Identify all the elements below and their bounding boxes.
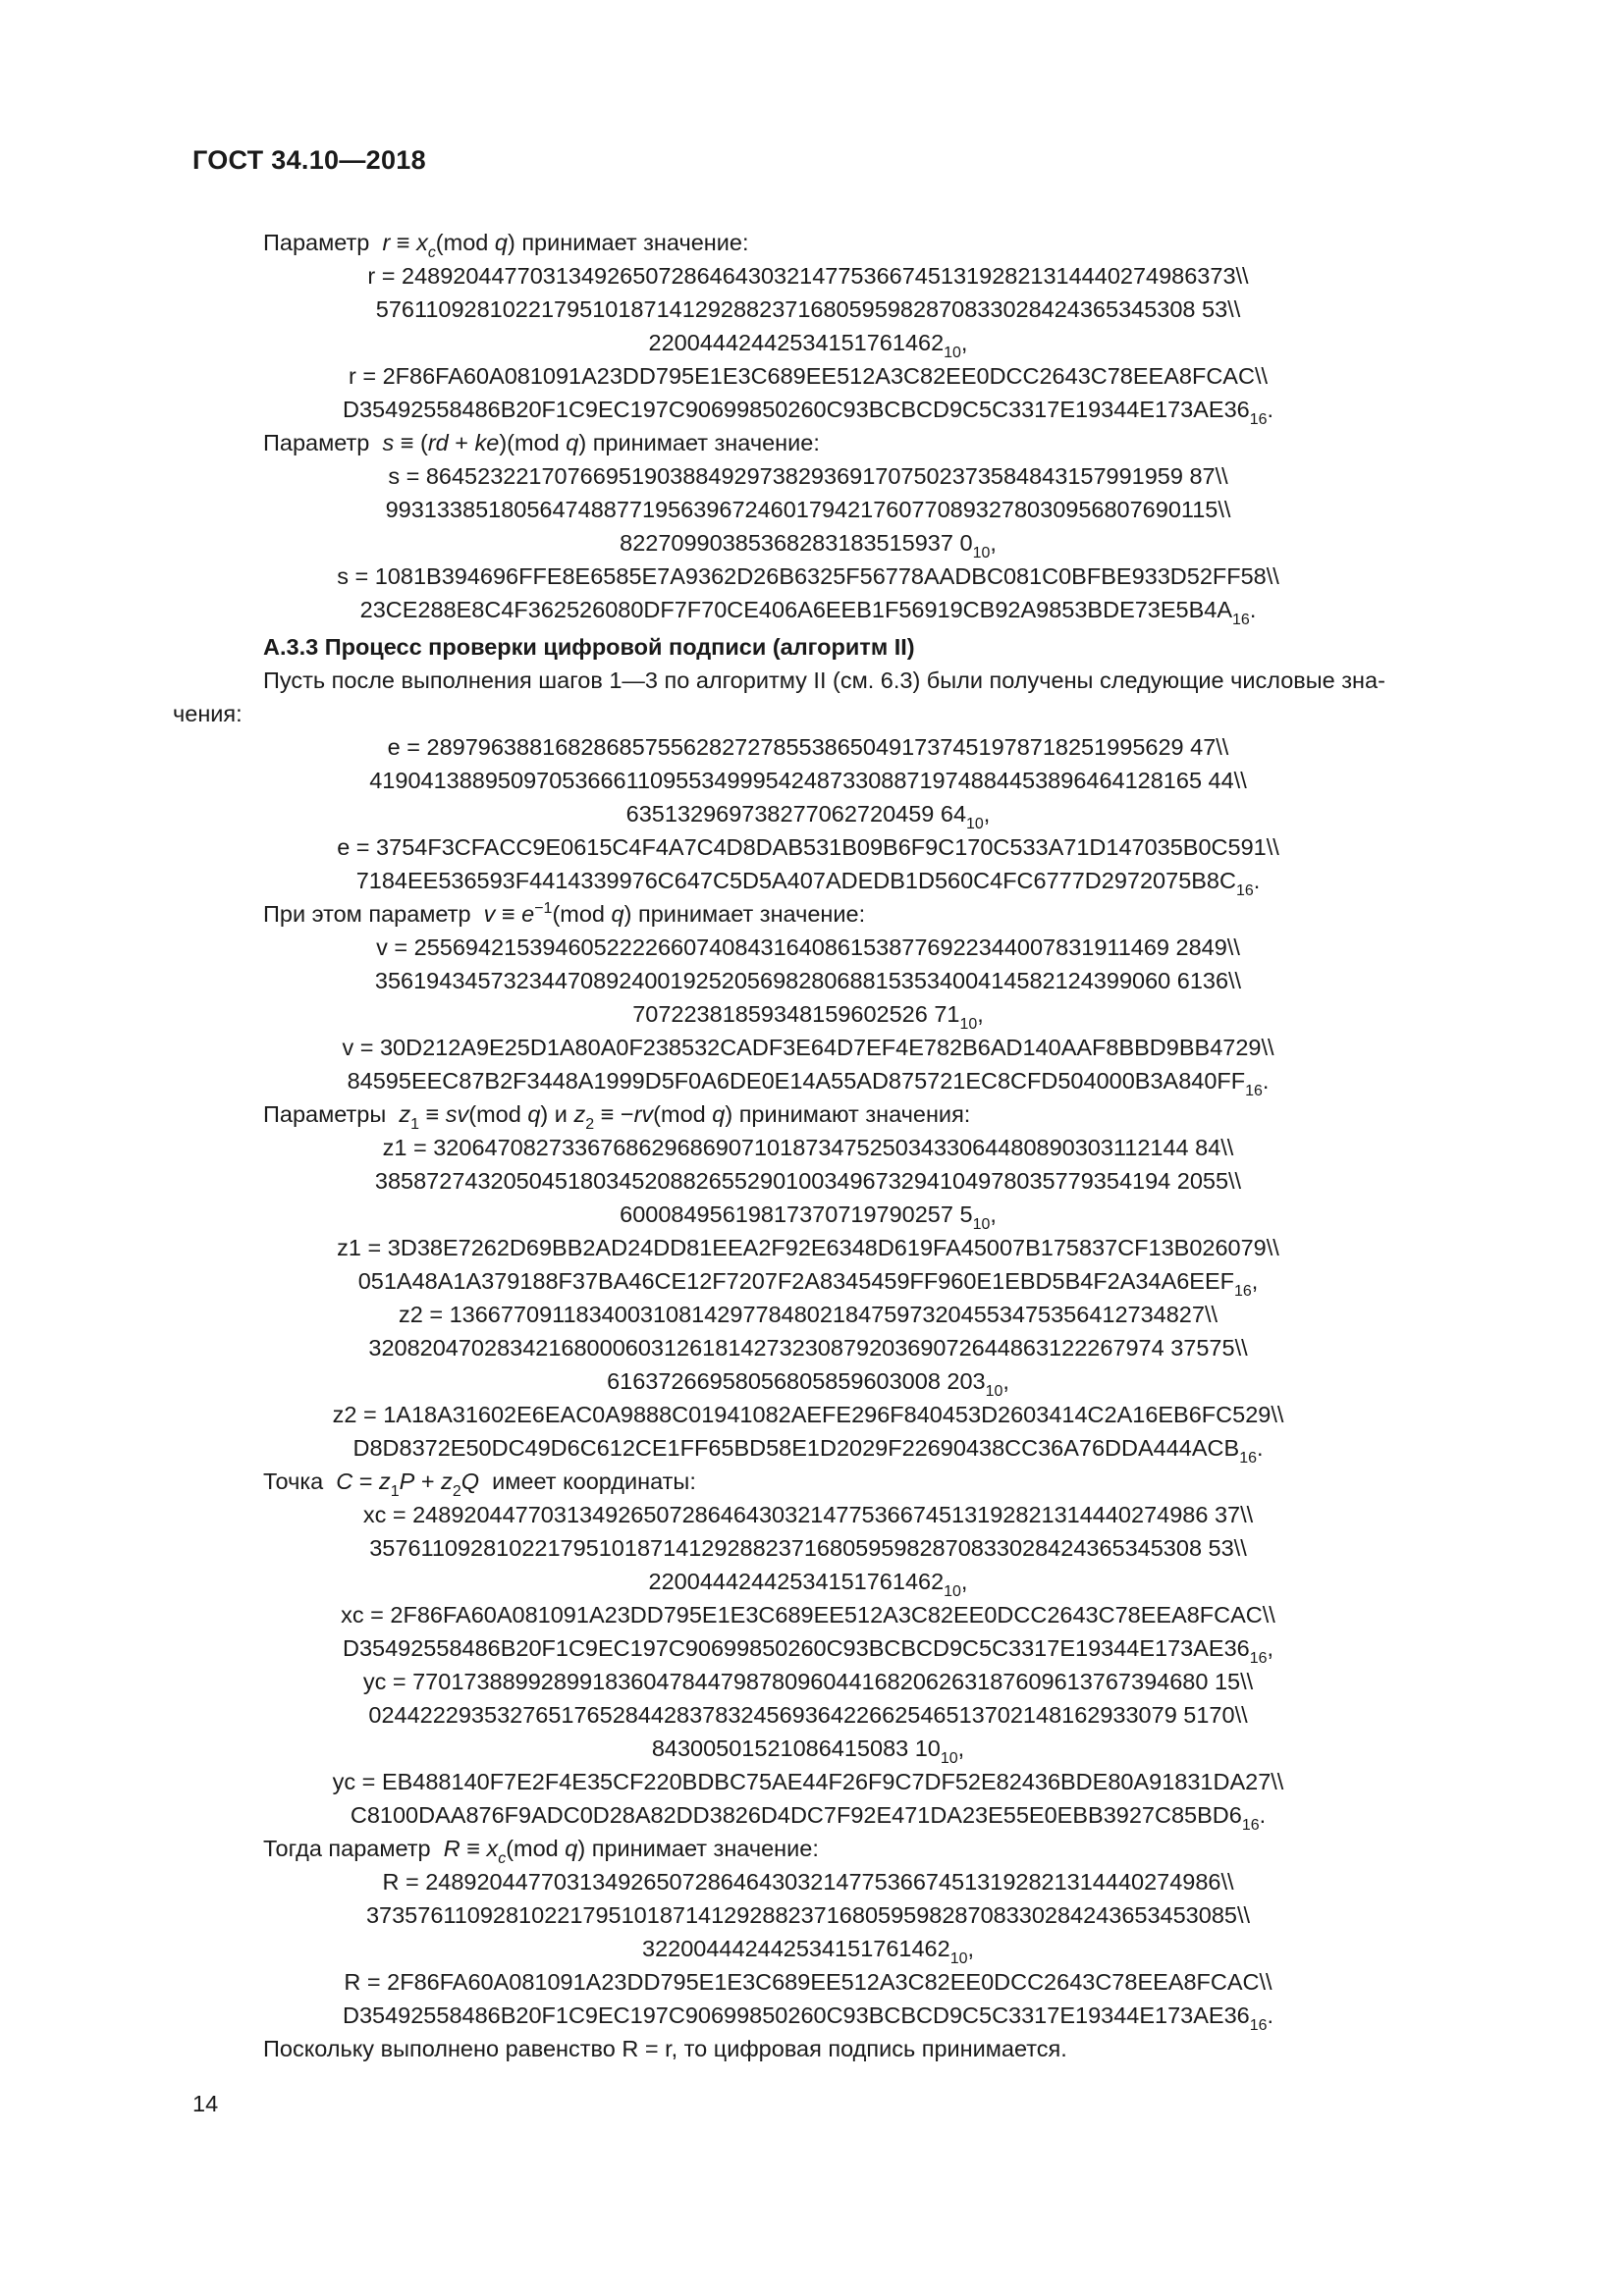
- z2-dec-2: 32082047028342168000603126181427323087920369072644863122267974 37575\\: [368, 1335, 1248, 1361]
- z1-hex-2: $051A48A1A379188F37BA46CE12F7207F2A8345459FF960E1EBD5B4F2A34A6EEF_{16}$,: [357, 1268, 1259, 1301]
- R-intro-label: Тогда параметр: [263, 1836, 431, 1861]
- z2-hex-2: $D8D8372E50DC49D6C612CE1FF65BD58E1D2029F22690438CC36A76DDA444ACB_{16}$.: [352, 1435, 1264, 1468]
- z2-formula: $z_2 \equiv -rv(mod$ q): [573, 1101, 733, 1134]
- z2-hex-2-text: D8D8372E50DC49D6C612CE1FF65BD58E1D2029F22690438CC36A76DDA444ACB: [352, 1435, 1240, 1461]
- R-hex-2: $D35492558486B20F1C9EC197C90699850260C93BCBCD9C5C3317E19344E173AE36_{16}$.: [342, 2002, 1274, 2035]
- z1-dec-1: z1 = 32064708273367686296869071018734752503433064480890303112144 84\\: [382, 1135, 1234, 1160]
- z1-dec-3: 60008495619817370719790257 $5_{10}$,: [620, 1201, 997, 1234]
- e-hex-2: $7184EE536593F4414339976C647C5D5A407ADEDB1D560C4FC6777D2972075B8C_{16}$.: [355, 868, 1261, 900]
- section-para-1: Пусть после выполнения шагов 1—3 по алгоритму II (см. 6.3) были получены следующие числовые зна-: [263, 667, 1385, 693]
- xc-hex-2-text: D35492558486B20F1C9EC197C90699850260C93BCBCD9C5C3317E19344E173AE36: [342, 1635, 1250, 1661]
- z-intro-label: Параметры: [263, 1101, 387, 1127]
- r-dec-2: 5761109281022179510187141292882371680595982870833028424365345308 53\\: [375, 296, 1241, 322]
- v-intro-tail: принимает значение:: [637, 901, 866, 927]
- v-formula: $v \equiv e^{-1}(mod$ q): [483, 900, 632, 927]
- yc-dec-1: yc = 77017388992899183604784479878096044168206263187609613767394680 15\\: [362, 1669, 1254, 1694]
- z1-hex-1: z1 = 3D38E7262D69BB2AD24DD81EEA2F92E6348D619FA45007B175837CF13B026079\\: [337, 1235, 1279, 1260]
- xc-hex-1: xc = 2F86FA60A081091A23DD795E1E3C689EE512A3C82EE0DCC2643C78EEA8FCAC\\: [341, 1602, 1275, 1628]
- R-intro: [263, 1832, 1500, 1868]
- v-dec-1: v = 25569421539460522226607408431640861538776922344007831911469 2849\\: [376, 934, 1240, 960]
- yc-hex-1: yc = EB488140F7E2F4E35CF220BDBC75AE44F26F9C7DF52E82436BDE80A91831DA27\\: [332, 1769, 1284, 1794]
- v-hex-1: v = 30D212A9E25D1A80A0F238532CADF3E64D7EF4E782B6AD140AAF8BBD9BB4729\\: [342, 1035, 1274, 1060]
- v-intro-label: При этом параметр: [263, 901, 471, 927]
- z1-hex-2-text: 051A48A1A379188F37BA46CE12F7207F2A8345459FF960E1EBD5B4F2A34A6EEF: [357, 1268, 1235, 1294]
- v-hex-2-text: 84595EEC87B2F3448A1999D5F0A6DE0E14A55AD875721EC8CFD504000B3A840FF: [347, 1068, 1246, 1094]
- r-formula: $r \equiv x_c(mod$ q): [382, 230, 515, 262]
- xc-dec-2: 35761109281022179510187141292882371680595982870833028424365345308 53\\: [369, 1535, 1247, 1561]
- xc-dec-1: xc = 24892044770313492650728646430321477536674513192821314440274986 37\\: [362, 1502, 1254, 1527]
- section-para-2: чения:: [173, 701, 243, 726]
- s-dec-1: s = 86452322170766951903884929738293691707502373584843157991959 87\\: [388, 463, 1228, 489]
- c-intro: [263, 1465, 1500, 1501]
- r-dec-3-text: 22004442442534151761462: [648, 330, 945, 355]
- r-intro-tail: принимает значение:: [521, 230, 749, 255]
- z2-dec-3-text: 61637266958056805859603008 203: [607, 1368, 986, 1394]
- R-dec-1: R = 24892044770313492650728646430321477536674513192821314440274986\\: [382, 1869, 1234, 1895]
- s-dec-3: 82270990385368283183515937 $0_{10}$,: [620, 530, 997, 562]
- yc-dec-3-text: 84300501521086415083 10: [651, 1735, 941, 1761]
- page-content: [173, 226, 1500, 2065]
- s-dec-3-text: 82270990385368283183515937 0: [620, 530, 973, 556]
- s-hex-2-text: 23CE288E8C4F362526080DF7F70CE406A6EEB1F56919CB92A9853BDE73E5B4A: [359, 597, 1233, 622]
- r-intro-label: Параметр: [263, 230, 370, 255]
- yc-hex-2-text: C8100DAA876F9ADC0D28A82DD3826D4DC7F92E471DA23E55E0EBB3927C85BD6: [350, 1802, 1242, 1828]
- e-dec-2: 41904138895097053666110955349995424873308871974884453896464128165 44\\: [369, 768, 1247, 793]
- z-intro-tail: принимают значения:: [738, 1101, 971, 1127]
- z-intro-and: и: [554, 1101, 568, 1127]
- R-dec-2: 37357611092810221795101871412928823716805959828708330284243653453085\\: [365, 1902, 1251, 1928]
- s-intro-label: Параметр: [263, 430, 370, 455]
- document-header: ГОСТ 34.10—2018: [192, 145, 426, 175]
- R-dec-3-text: 322004442442534151761462: [642, 1936, 950, 1961]
- e-dec-3: 635132969738277062720459 $64_{10}$,: [625, 801, 991, 833]
- z1-dec-2: 38587274320504518034520882655290100349673294104978035779354194 2055\\: [374, 1168, 1242, 1194]
- z2-dec-3: 61637266958056805859603008 $203_{10}$,: [607, 1368, 1009, 1401]
- v-hex-2: $84595EEC87B2F3448A1999D5F0A6DE0E14A55AD875721EC8CFD504000B3A840FF_{16}$.: [347, 1068, 1270, 1100]
- c-formula: $C = z_1P + z_2Q$: [336, 1468, 480, 1501]
- R-hex-1: R = 2F86FA60A081091A23DD795E1E3C689EE512A3C82EE0DCC2643C78EEA8FCAC\\: [344, 1969, 1272, 1995]
- s-intro-tail: принимает значение:: [592, 430, 820, 455]
- s-dec-2: 99313385180564748877195639672460179421760770893278030956807690115\\: [385, 497, 1231, 522]
- r-hex-2: $D35492558486B20F1C9EC197C90699850260C93BCBCD9C5C3317E19344E173AE36_{16}$.: [342, 397, 1274, 429]
- yc-dec-3: 84300501521086415083 $10_{10}$,: [651, 1735, 965, 1768]
- r-intro: [263, 226, 1500, 262]
- final-statement: Поскольку выполнено равенство R = r, то цифровая подпись принимается.: [263, 2036, 1067, 2061]
- xc-dec-3-text: 22004442442534151761462: [648, 1569, 945, 1594]
- z2-hex-1: z2 = 1A18A31602E6EAC0A9888C01941082AEFE296F840453D2603414C2A16EB6FC529\\: [332, 1402, 1284, 1427]
- v-dec-2: 35619434573234470892400192520569828068815353400414582124399060 6136\\: [374, 968, 1242, 993]
- e-dec-3-text: 635132969738277062720459 64: [625, 801, 967, 827]
- c-intro-label: Точка: [263, 1468, 324, 1494]
- s-formula: s ≡ (rd + ke)(mod q): [382, 430, 587, 455]
- r-dec-3: $22004442442534151761462_{10}$,: [648, 330, 968, 362]
- R-intro-tail: принимает значение:: [591, 1836, 819, 1861]
- e-hex-2-text: 7184EE536593F4414339976C647C5D5A407ADEDB1D560C4FC6777D2972075B8C: [355, 868, 1236, 893]
- v-intro: [263, 897, 1500, 931]
- v-dec-3: 70722381859348159602526 $71_{10}$,: [632, 1001, 984, 1034]
- page-number: 14: [192, 2091, 219, 2116]
- R-dec-3: $322004442442534151761462_{10}$,: [642, 1936, 974, 1968]
- s-hex-1: s = 1081B394696FFE8E6585E7A9362D26B6325F56778AADBC081C0BFBE933D52FF58\\: [337, 563, 1279, 589]
- yc-hex-2: $C8100DAA876F9ADC0D28A82DD3826D4DC7F92E471DA23E55E0EBB3927C85BD6_{16}$.: [350, 1802, 1267, 1835]
- z1-dec-3-text: 60008495619817370719790257 5: [620, 1201, 973, 1227]
- r-dec-1: r = 24892044770313492650728646430321477536674513192821314440274986373\\: [367, 263, 1249, 289]
- xc-dec-3: $22004442442534151761462_{10}$,: [648, 1569, 968, 1601]
- z1-formula: $z_1 \equiv sv(mod$ q): [399, 1101, 549, 1134]
- r-hex-1: r = 2F86FA60A081091A23DD795E1E3C689EE512A3C82EE0DCC2643C78EEA8FCAC\\: [348, 363, 1269, 389]
- r-hex-2-text: D35492558486B20F1C9EC197C90699850260C93BCBCD9C5C3317E19344E173AE36: [342, 397, 1250, 422]
- v-dec-3-text: 70722381859348159602526 71: [632, 1001, 960, 1027]
- e-hex-1: e = 3754F3CFACC9E0615C4F4A7C4D8DAB531B09B6F9C170C533A71D147035B0C591\\: [337, 834, 1279, 860]
- e-dec-1: e = 28979638816828685755628272785538650491737451978718251995629 47\\: [387, 734, 1229, 760]
- yc-dec-2: 024422293532765176528442837832456936422662546513702148162933079 5170\\: [368, 1702, 1248, 1728]
- z2-dec-1: z2 = 13667709118340031081429778480218475973204553475356412734827\\: [398, 1302, 1218, 1327]
- c-intro-tail: имеет координаты:: [492, 1468, 696, 1494]
- xc-hex-2: $D35492558486B20F1C9EC197C90699850260C93BCBCD9C5C3317E19344E173AE36_{16}$,: [342, 1635, 1274, 1668]
- R-formula: $R \equiv x_c(mod$ q): [443, 1836, 586, 1868]
- z-intro: [263, 1097, 1500, 1134]
- R-hex-2-text: D35492558486B20F1C9EC197C90699850260C93BCBCD9C5C3317E19344E173AE36: [342, 2002, 1250, 2028]
- s-intro: [263, 426, 1500, 459]
- s-hex-2: $23CE288E8C4F362526080DF7F70CE406A6EEB1F56919CB92A9853BDE73E5B4A_{16}$.: [359, 597, 1257, 629]
- section-title: А.3.3 Процесс проверки цифровой подписи (алгоритм II): [263, 634, 915, 660]
